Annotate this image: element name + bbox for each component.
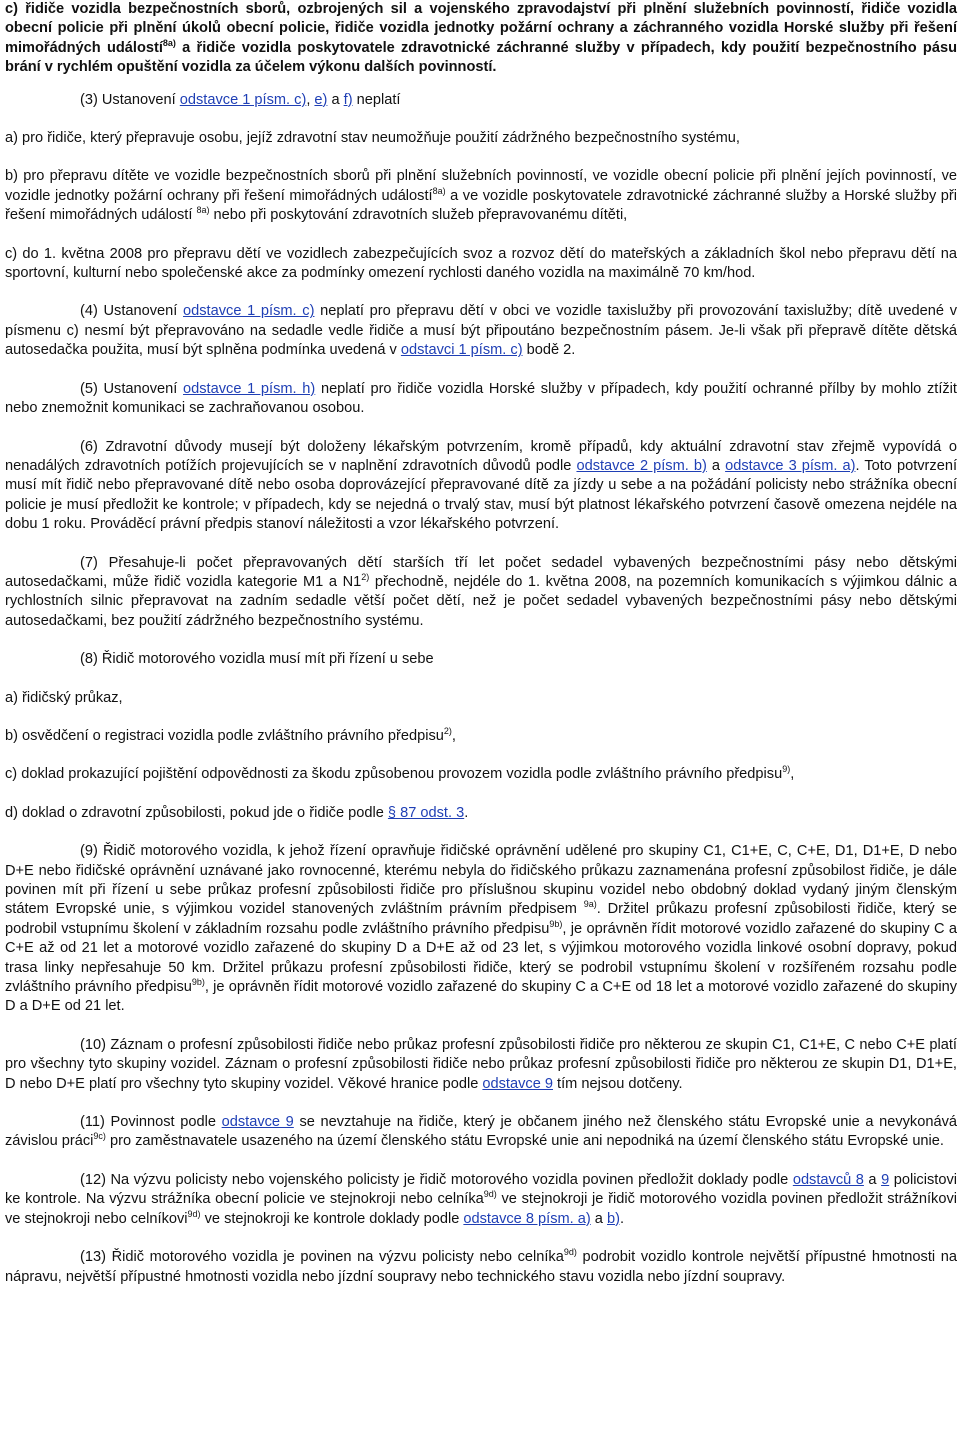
text: (12) Na výzvu policisty nebo vojenského policisty je řidič motorového vozidla povinen předložit doklady podle	[80, 1171, 793, 1188]
text: (10) Záznam o profesní způsobilosti řidiče nebo průkaz profesní způsobilosti řidiče pro některou ze skupin C1, C1+E, C nebo C+E platí pro všechny tyto skupiny vozidel. Záznam o profesní způsobilosti řidiče nebo průkaz profesní způsobilosti řidiče pro některou ze skupin D1, D1+E, D nebo D+E platí pro všechny tyto skupiny vozidel. Věkové hranice podle	[5, 1036, 957, 1092]
paragraph-3-item-b	[5, 167, 957, 225]
item-c-continuation	[5, 0, 957, 78]
text: , je oprávněn řídit motorové vozidlo zařazené do skupiny C a C+E až od 21 let a motorové vozidlo zařazené do skupiny D a D+E až od 23 let, s výjimkou motorového vozidla linkové osobní dopravy, pokud trasa linky nepřesahuje 50 km. Držitel průkazu profesní způsobilosti řidiče, který se podrobil vstupnímu školení v rozšířeném rozsahu podle zvláštního právního předpisu	[5, 920, 958, 996]
text: ,	[451, 727, 456, 744]
text: , je oprávněn řídit motorové vozidlo zařazené do skupiny C a C+E od 18 let a motorové vozidlo zařazené do skupiny D a D+E od 21 let.	[5, 979, 958, 1015]
text: . Držitel průkazu profesní způsobilosti řidiče, který se podrobil vstupnímu školení v základním rozsahu podle zvláštního právního předpisu	[5, 901, 957, 937]
paragraph-8-item-a: a) řidičský průkaz,	[5, 689, 123, 706]
paragraph-8-item-d	[5, 804, 957, 823]
text: a	[863, 1171, 882, 1188]
footnote-ref[interactable]: 2)	[443, 725, 452, 736]
paragraph-3-item-c: c) do 1. května 2008 pro přepravu dětí ve vozidlech zabezpečujících svoz a rozvoz dětí do mateřských a základních škol nebo přepravu dětí na sportovní, kulturní nebo společenské akce za podmínky omezení rychlosti daného vozidla na maximálně 70 km/hod.	[5, 245, 957, 282]
link-odstavce-9[interactable]: odstavce 9	[221, 1114, 294, 1131]
text: .	[619, 1210, 625, 1227]
text: neplatí pro řidiče vozidla Horské služby v případech, kdy použití ochranné přílby by mohlo ztížit nebo znemožnit komunikaci se zachraňovanou osobou.	[5, 380, 957, 417]
text: a	[327, 91, 344, 108]
text: podrobit vozidlo kontrole největší přípustné hmotnosti na nápravu, největší přípustné hmotnosti vozidla nebo jízdní soupravy nebo technického stavu vozidla nebo jízdní soupravy.	[5, 1249, 957, 1285]
text: ve stejnokroji ke kontrole doklady podle	[200, 1210, 464, 1227]
text: .	[464, 804, 469, 821]
footnote-ref[interactable]: 9)	[782, 764, 791, 775]
footnote-ref[interactable]: 8a)	[432, 185, 446, 196]
text: (13) Řidič motorového vozidla je povinen na výzvu policisty nebo celníka	[80, 1249, 564, 1266]
text: a ve vozidle poskytovatele zdravotnické záchranné služby a Horské služby při řešení mimořádných událostí	[5, 187, 957, 224]
text: (7) Přesahuje-li počet přepravovaných dětí starších tří let počet sedadel vybavených bezpečnostními pásy nebo dětskými autosedačkami, může řidič vozidla kategorie M1 a N1	[5, 554, 957, 590]
paragraph-13	[5, 1248, 957, 1287]
paragraph-4	[5, 302, 957, 360]
text: c) doklad prokazující pojištění odpovědnosti za škodu způsobenou provozem vozidla podle zvláštního právního předpisu	[5, 766, 783, 783]
paragraph-3	[5, 91, 957, 110]
link-pism-e[interactable]: e)	[314, 91, 328, 108]
link-pism-b[interactable]: b)	[606, 1210, 620, 1227]
link-pism-f[interactable]: f)	[343, 91, 353, 108]
link-odstavce-8-pism-a[interactable]: odstavce 8 písm. a)	[463, 1210, 591, 1227]
text: pro zaměstnavatele usazeného na území členského státu Evropské unie ani nepodniká na území členského státu Evropské unie.	[105, 1133, 944, 1150]
text: a	[590, 1210, 607, 1227]
footnote-ref[interactable]: 9b)	[549, 918, 563, 929]
footnote-ref[interactable]: 9a)	[583, 899, 597, 910]
text: nebo při poskytování zdravotních služeb přepravovanému dítěti,	[209, 207, 628, 224]
text: neplatí	[352, 91, 401, 108]
footnote-ref[interactable]: 9b)	[191, 977, 205, 988]
link-odstavce-2-pism-b[interactable]: odstavce 2 písm. b)	[576, 457, 707, 474]
text: (5) Ustanovení	[80, 380, 184, 397]
text: se nevztahuje na řidiče, který je občanem jiného než členského státu Evropské unie a nevykonává závislou práci	[5, 1114, 957, 1150]
link-odstavce-3-pism-a[interactable]: odstavce 3 písm. a)	[725, 457, 856, 474]
paragraph-9	[5, 842, 957, 1017]
link-odstavce-9[interactable]: 9	[881, 1171, 890, 1188]
footnote-ref[interactable]: 8a)	[196, 205, 210, 216]
paragraph-11	[5, 1113, 957, 1152]
text: (11) Povinnost podle	[80, 1114, 222, 1131]
text: policistovi ke kontrole. Na výzvu strážníka obecní policie ve stejnokroji nebo celníka	[5, 1171, 957, 1208]
paragraph-3-item-a: a) pro řidiče, který přepravuje osobu, jejíž zdravotní stav neumožňuje použití zádržného bezpečnostního systému,	[5, 130, 740, 147]
text: (3) Ustanovení	[80, 91, 180, 108]
paragraph-12	[5, 1171, 957, 1229]
text: a	[706, 457, 726, 474]
text: b) osvědčení o registraci vozidla podle zvláštního právního předpisu	[5, 727, 444, 744]
text: ve stejnokroji je řidič motorového vozidla povinen předložit strážníkovi ve stejnokroji nebo celníkovi	[5, 1191, 958, 1227]
text: c) řidiče vozidla bezpečnostních sborů, ozbrojených sil a vojenského zpravodajství při plnění služebních povinností, řidiče vozidla obecní policie při plnění úkolů obecní policie, řidiče vozidla jednotky požární ochrany a záchranného vozidla Horské služby při řešení mimořádných událostí	[5, 1, 957, 56]
text: ,	[306, 91, 315, 108]
text: (9) Řidič motorového vozidla, k jehož řízení opravňuje řidičské oprávnění udělené pro skupiny C1, C1+E, C, C+E, D1, D1+E, D nebo D+E nebo řidičské oprávnění uznávané jako rovnocenné, kterému nebyla do řidičského průkazu zaznamenána profesní způsobilost řidiče, je dále povinen mít při řízení u sebe průkaz profesní způsobilosti řidiče pro příslušnou skupinu vozidel nebo obdobný doklad vydaný jiným členským státem Evropské unie, s výjimkou vozidel stanovených zvláštním právním předpisem	[5, 843, 957, 918]
text: ,	[790, 766, 795, 783]
text: (6) Zdravotní důvody musejí být doloženy lékařským potvrzením, kromě případů, kdy aktuální zdravotní stav zřejmě vypovídá o nenadálých zdravotních potížích projevujících se v naplnění zdravotních důvodů podle	[5, 438, 957, 474]
text: bodě 2.	[522, 342, 576, 359]
paragraph-6	[5, 438, 957, 535]
link-odstavce-1-pism-c[interactable]: odstavce 1 písm. c)	[179, 91, 307, 108]
paragraph-8-item-b	[5, 727, 957, 746]
footnote-ref[interactable]: 2)	[361, 571, 370, 582]
link-odstavce-1-pism-h[interactable]: odstavce 1 písm. h)	[183, 380, 316, 397]
link-par-87-odst-3[interactable]: § 87 odst. 3	[387, 804, 465, 821]
paragraph-8: (8) Řidič motorového vozidla musí mít při řízení u sebe	[80, 651, 434, 668]
footnote-ref[interactable]: 9d)	[187, 1208, 201, 1219]
footnote-ref[interactable]: 8a)	[162, 37, 176, 48]
text: . Toto potvrzení musí mít řidič nebo přepravované dítě nebo osoba doprovázející přepravované dítě za jízdy u sebe a na požádání policisty nebo strážníka obecní policie je musí předložit ke kontrole; v případech, kdy se nejedná o trvalý stav, musí být platnost lékařského potvrzení časově omezena nejdéle na dobu 1 roku. Prováděcí právní předpis stanoví náležitosti a vzor lékařského potvrzení.	[5, 457, 957, 533]
text: neplatí pro přepravu dětí v obci ve vozidle taxislužby při provozování taxislužby; dítě uvedené v písmenu c) nesmí být přepravováno na sedadle vedle řidiče a musí být připoutáno bezpečnostním pásem. Je-li však při přepravě dítěte dětská autosedačka použita, musí být splněna podmínka uvedená v	[5, 303, 958, 359]
paragraph-10	[5, 1036, 957, 1094]
footnote-ref[interactable]: 9d)	[563, 1247, 577, 1258]
text: tím nejsou dotčeny.	[553, 1075, 683, 1092]
link-odstavce-9[interactable]: odstavce 9	[482, 1075, 553, 1092]
paragraph-7	[5, 554, 957, 632]
paragraph-5	[5, 380, 957, 419]
link-odstavci-1-pism-c[interactable]: odstavci 1 písm. c)	[400, 342, 523, 359]
text: a řidiče vozidla poskytovatele zdravotnické záchranné služby v případech, kdy použití bezpečnostního pásu brání v rychlém opuštění vozidla za účelem výkonu dalších povinností.	[5, 39, 957, 76]
text: d) doklad o zdravotní způsobilosti, pokud jde o řidiče podle	[5, 804, 388, 821]
footnote-ref[interactable]: 9c)	[93, 1131, 106, 1142]
paragraph-8-item-c	[5, 765, 957, 784]
text: (4) Ustanovení	[80, 303, 184, 320]
link-odstavcu-8[interactable]: odstavců 8	[792, 1171, 864, 1188]
text: přechodně, nejdéle do 1. května 2008, na pozemních komunikacích s výjimkou dálnic a rychlostních silnic přepravovat na zadním sedadle větší počet dětí, než je počet sedadel vybavených bezpečnostními pásy nebo dětskými autosedačkami, bez použití zádržného bezpečnostního systému.	[5, 573, 957, 629]
link-odstavce-1-pism-c[interactable]: odstavce 1 písm. c)	[183, 303, 315, 320]
text: b) pro přepravu dítěte ve vozidle bezpečnostních sborů při plnění služebních povinností, ve vozidle obecní policie při plnění jejích povinností, ve vozidle jednotky požární ochrany při řešení mimořádných událostí	[5, 168, 957, 204]
footnote-ref[interactable]: 9d)	[483, 1189, 497, 1200]
